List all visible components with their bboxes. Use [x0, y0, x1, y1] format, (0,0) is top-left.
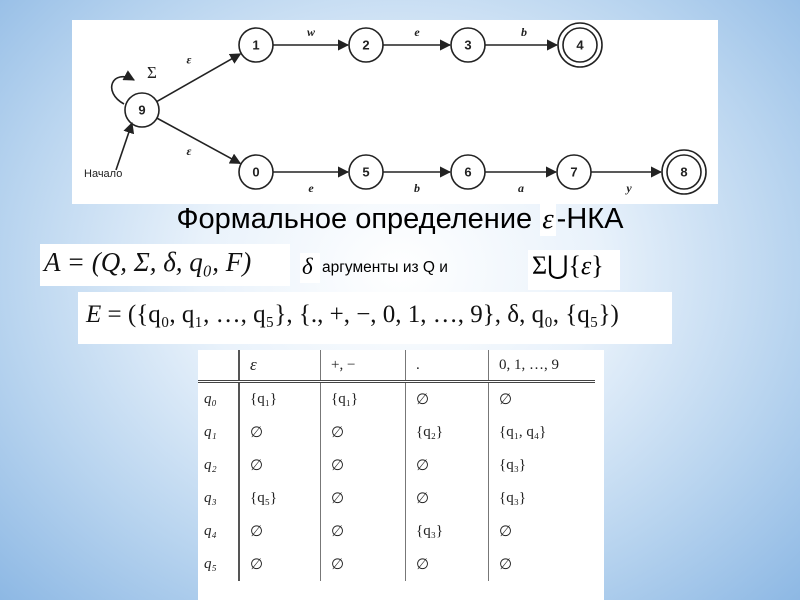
state-cell: q₅: [198, 548, 239, 581]
nfa-diagram-panel: [72, 20, 718, 204]
state-cell: q₀: [198, 382, 239, 417]
header-cell: [198, 350, 239, 382]
transition-cell: ∅: [239, 548, 321, 581]
transition-cell: ∅: [499, 392, 513, 408]
state-cell: q₁: [198, 416, 239, 449]
transition-label: y: [626, 181, 632, 195]
header-cell: .: [406, 350, 489, 382]
transition-cell: {q₁}: [239, 382, 321, 417]
state-label: 3: [464, 37, 472, 53]
example-formula-panel: [78, 292, 672, 344]
header-cell: 0, 1, …, 9: [489, 350, 596, 382]
transition-cell: {q₁}: [321, 382, 406, 417]
transition-cell: ∅: [321, 449, 406, 482]
transition-cell: ∅: [406, 482, 489, 515]
state-label: 0: [252, 164, 260, 180]
state-cell: q₂: [198, 449, 239, 482]
transition-cell: ∅: [406, 449, 489, 482]
state-label: 9: [138, 102, 146, 118]
self-loop-label: Σ: [147, 63, 157, 82]
state-label: 7: [570, 164, 578, 180]
formula-rhs: = ({q₀, q₁, …, q₅}, {., +, −, 0, 1, …, 9}, δ, q₀, {q₅}): [101, 301, 619, 328]
header-cell: +, −: [321, 350, 406, 382]
nfa-diagram: [72, 20, 718, 204]
transition-label: e: [308, 181, 314, 195]
header-cell: ε: [239, 350, 321, 382]
transition-cell: {q₂}: [406, 416, 489, 449]
state-label: 2: [362, 37, 370, 53]
arguments-text: аргументы из Q и: [322, 259, 448, 276]
table-row: [198, 449, 595, 482]
transition-cell: {q₃}: [499, 457, 527, 473]
start-label: Начало: [84, 168, 123, 180]
table-row: [198, 548, 595, 581]
state-label: 1: [252, 37, 260, 53]
transition-cell: {q₁, q₄}: [499, 424, 547, 440]
transition-table-panel: [198, 350, 604, 600]
title-suffix: -НКА: [556, 203, 624, 235]
start-arrow: [116, 123, 132, 170]
transition-arrow: [157, 54, 241, 102]
tuple-panel: [40, 244, 290, 286]
table-row: [198, 515, 595, 548]
state-label: 4: [576, 37, 584, 53]
transition-cell: ∅: [239, 515, 321, 548]
transition-cell: ∅: [406, 382, 489, 417]
example-formula: [86, 301, 619, 329]
transition-table: [198, 350, 595, 581]
transition-cell: {q₅}: [239, 482, 321, 515]
title-epsilon: ε: [542, 203, 554, 235]
delta-panel: [300, 253, 320, 283]
state-label: 5: [362, 164, 370, 180]
transition-cell: {q₃}: [406, 515, 489, 548]
transition-label: ε: [186, 144, 192, 158]
union-sigma: Σ: [532, 251, 548, 280]
transition-cell: ∅: [321, 548, 406, 581]
transition-label: b: [521, 25, 527, 39]
transition-cell: ∅: [499, 524, 513, 540]
table-row: [198, 382, 595, 417]
sigma-union-epsilon: [532, 251, 604, 281]
state-label: 6: [464, 164, 472, 180]
transition-arrow: [157, 118, 240, 163]
transition-cell: ∅: [239, 416, 321, 449]
transition-label: ε: [186, 52, 192, 67]
transition-cell: ∅: [499, 557, 513, 573]
transition-label: e: [414, 25, 420, 39]
delta-symbol: δ: [302, 254, 313, 279]
union-panel: [528, 250, 620, 290]
state-cell: q₃: [198, 482, 239, 515]
table-row: [198, 482, 595, 515]
union-set-close: }: [591, 251, 604, 280]
table-header-row: [198, 350, 595, 382]
transition-cell: {q₃}: [499, 490, 527, 506]
transition-label: w: [306, 25, 316, 39]
title-text: Формальное определение: [176, 203, 533, 235]
state-cell: q₄: [198, 515, 239, 548]
transition-cell: ∅: [406, 548, 489, 581]
automaton-tuple: A = (Q, Σ, δ, q₀, F): [44, 247, 252, 277]
transition-cell: ∅: [239, 449, 321, 482]
table-row: [198, 416, 595, 449]
union-operator: ⋃: [547, 251, 569, 280]
transition-cell: ∅: [321, 515, 406, 548]
union-set-open: {: [568, 251, 581, 280]
transition-cell: ∅: [321, 482, 406, 515]
state-label: 8: [680, 164, 688, 180]
transition-cell: ∅: [321, 416, 406, 449]
formula-lhs: E: [86, 301, 102, 328]
slide-title: [0, 203, 800, 236]
transition-label: b: [414, 181, 420, 195]
transition-label: a: [518, 181, 524, 195]
union-epsilon: ε: [580, 251, 592, 280]
